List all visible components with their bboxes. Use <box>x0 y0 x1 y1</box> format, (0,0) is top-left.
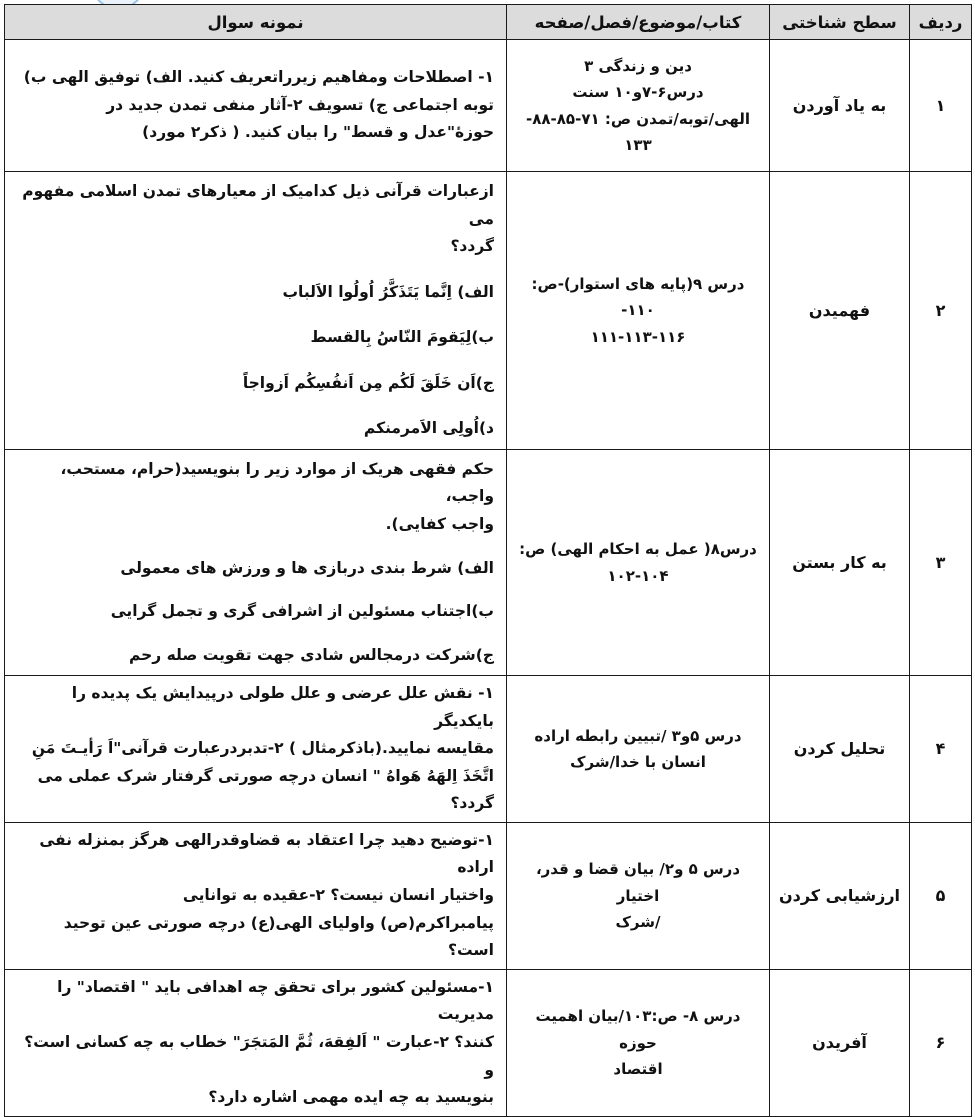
question-line: حوزۀ"عدل و قسط" را بیان کنید. ( ذکر۲ مورد) <box>142 123 494 142</box>
reference-cell <box>507 172 770 450</box>
table-row <box>5 822 972 969</box>
question-line: کنند؟ ۲-عبارت " اَلفِقهَ، ثُمَّ المَتجَرَ" خطاب به چه کسانی است؟ و <box>24 1032 494 1079</box>
row-number: ۵ <box>910 822 972 969</box>
row-number: ۳ <box>910 450 972 676</box>
reference-line: اقتصاد <box>613 1059 663 1078</box>
question-line: واختیار انسان نیست؟ ۲-عقیده به توانایی <box>182 886 494 905</box>
reference-cell <box>507 822 770 969</box>
reference-cell <box>507 450 770 676</box>
cognitive-level: به کار بستن <box>770 450 910 676</box>
reference-line: ۱۰۲-۱۰۴ <box>607 566 669 585</box>
table-row <box>5 676 972 823</box>
row-number: ۶ <box>910 969 972 1116</box>
row-number: ۲ <box>910 172 972 450</box>
reference-line: /شرک <box>615 912 661 931</box>
question-line: ۱- اصطلاحات ومفاهیم زیرراتعریف کنید. الف) توفیق الهی ب) <box>23 68 494 87</box>
reference-line: ۱۳۳ <box>624 135 652 154</box>
reference-cell <box>507 40 770 172</box>
header-row-number: ردیف <box>910 5 972 40</box>
question-line: حکم فقهی هریک از موارد زیر را بنویسید(حرام، مستحب، واجب، <box>60 459 494 506</box>
reference-line: دین و زندگی ۳ <box>584 57 692 75</box>
question-line: واجب کفایی). <box>385 514 494 533</box>
question-line: اتَّخَذَ اِلهَهُ هَواهُ " انسان درچه صورتی گرفتار شرک عملی می گردد؟ <box>37 766 494 813</box>
reference-line: درس۸( عمل به احکام الهی) ص: <box>519 540 757 559</box>
question-option: الف) شرط بندی دربازی ها و ورزش های معمولی <box>120 558 494 577</box>
sample-question-cell <box>5 822 507 969</box>
question-option: ج)شرکت درمجالس شادی جهت تقویت صله رحم <box>128 645 494 664</box>
question-line: توبه اجتماعی ج) تسویف ۲-آثار منفی تمدن جدید در <box>106 95 494 114</box>
question-option: ب)اجتناب مسئولین از اشرافی گری و تجمل گرایی <box>110 602 494 621</box>
question-line: ازعبارات قرآنی ذیل کدامیک از معیارهای تمدن اسلامی مفهوم می <box>22 181 494 228</box>
exam-blueprint-table <box>4 4 972 1117</box>
reference-line: درس ۵ و۲/ بیان قضا و قدر، اختیار <box>535 860 741 905</box>
cognitive-level: به یاد آوردن <box>770 40 910 172</box>
reference-line: درس ۸- ص:۱۰۳/بیان اهمیت حوزه <box>535 1007 741 1052</box>
sample-question-cell <box>5 969 507 1116</box>
question-line: مقایسه نمایید.(باذکرمثال ) ۲-تدبردرعبارت قرآنی"اَ رَأیـتَ مَنِ <box>31 739 494 758</box>
header-reference: کتاب/موضوع/فصل/صفحه <box>507 5 770 40</box>
table-row <box>5 969 972 1116</box>
reference-line: انسان با خدا/شرک <box>570 752 706 771</box>
question-option: ج)اَن خَلَقَ لَکُم مِن اَنفُسِکُم اَزواجاً <box>242 373 494 392</box>
cognitive-level: ارزشیابی کردن <box>770 822 910 969</box>
header-cognitive-level: سطح شناختی <box>770 5 910 40</box>
reference-line: درس ۹(پایه های استوار)-ص: ۱۱۰- <box>531 275 745 320</box>
question-line: بنویسید به چه ایده مهمی اشاره دارد؟ <box>208 1088 494 1107</box>
cognitive-level: آفریدن <box>770 969 910 1116</box>
table-row <box>5 172 972 450</box>
question-option: د)اُولِی الاَمرمنکم <box>363 419 494 438</box>
cognitive-level: فهمیدن <box>770 172 910 450</box>
reference-line: درس ۵و۳ /تبیین رابطه اراده <box>534 726 742 745</box>
row-number: ۱ <box>910 40 972 172</box>
header-sample-question: نمونه سوال <box>5 5 507 40</box>
sample-question-cell <box>5 40 507 172</box>
question-line: ۱-توضیح دهید چرا اعتقاد به قضاوقدرالهی هرگز بمنزله نفی اراده <box>39 830 494 877</box>
question-line: گردد؟ <box>450 237 494 256</box>
reference-cell <box>507 676 770 823</box>
question-line: ۱- نقش علل عرضی و علل طولی درپیدایش یک پدیده را بایکدیگر <box>71 684 494 730</box>
question-line: پیامبراکرم(ص) واولیای الهی(ع) درچه صورتی عین توحید است؟ <box>63 913 494 960</box>
sample-question-cell <box>5 450 507 676</box>
reference-line: ۱۱۱-۱۱۳-۱۱۶ <box>590 327 686 346</box>
sample-question-cell <box>5 172 507 450</box>
reference-line: درس۶-۷و۱۰ سنت <box>572 83 704 102</box>
table-row <box>5 450 972 676</box>
cognitive-level: تحلیل کردن <box>770 676 910 823</box>
table-row <box>5 40 972 172</box>
table-header-row <box>5 5 972 40</box>
row-number: ۴ <box>910 676 972 823</box>
question-option: ب)لِیَقومَ النّاسُ بِالقسط <box>310 328 494 347</box>
sample-question-cell <box>5 676 507 823</box>
question-line: ۱-مسئولین کشور برای تحقق چه اهدافی باید " اقتصاد" را مدیریت <box>57 977 494 1024</box>
reference-line: الهی/توبه/تمدن ص: ۷۱-۸۵-۸۸- <box>526 109 750 128</box>
reference-cell <box>507 969 770 1116</box>
question-option: الف) اِنَّما یَتَذَکَّرُ اُولُوا الاَلباب <box>282 282 494 301</box>
